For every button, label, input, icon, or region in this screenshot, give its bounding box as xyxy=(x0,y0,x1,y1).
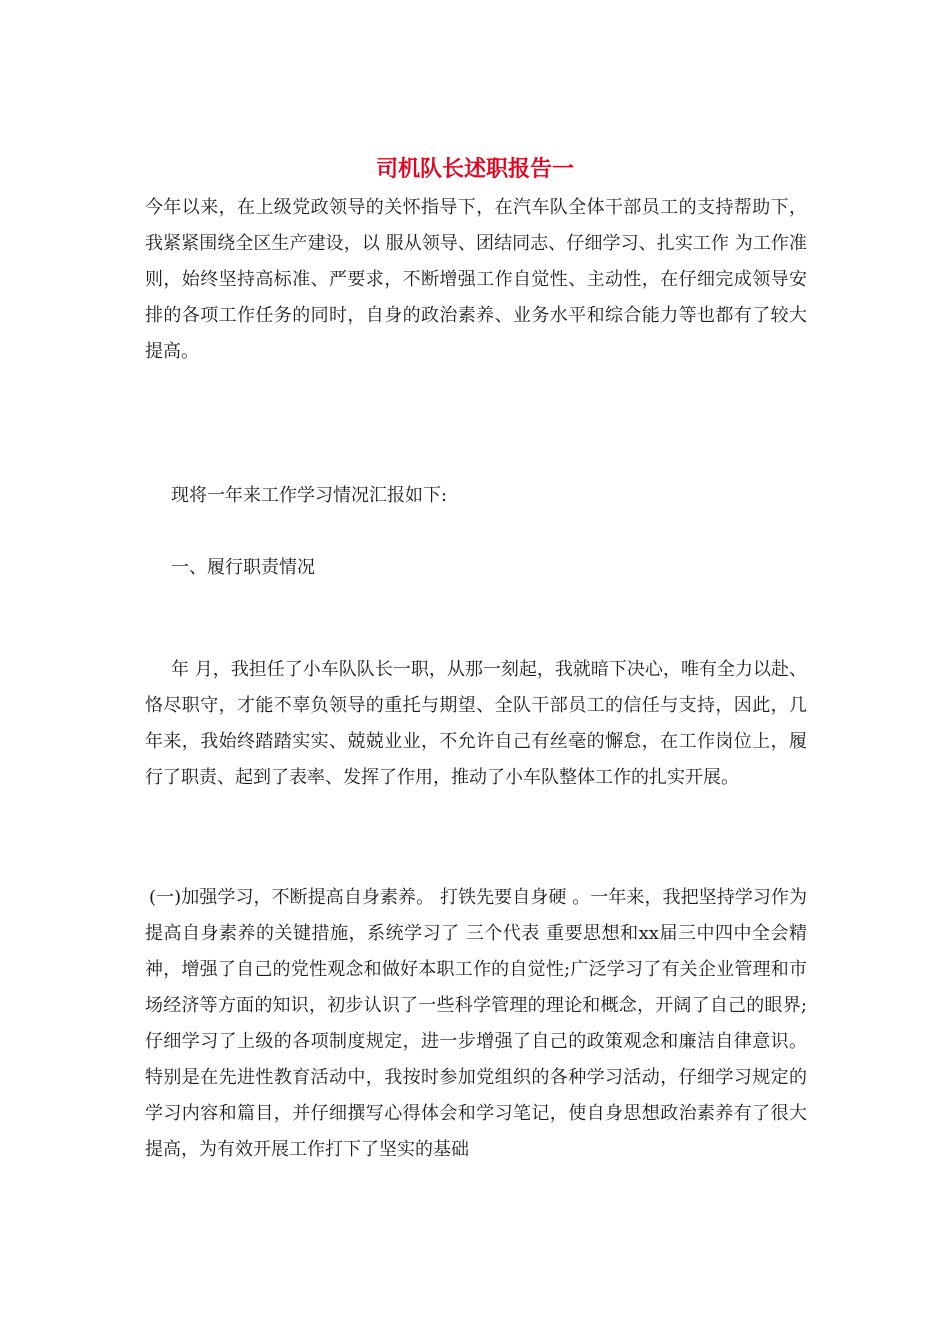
paragraph-intro: 今年以来，在上级党政领导的关怀指导下，在汽车队全体干部员工的支持帮助下，我紧紧围绕全区生产建设，以 服从领导、团结同志、仔细学习、扎实工作 为工作准则，始终坚持高标准、严要求，不断增强工作自觉性、主动性，在仔细完成领导安排的各项工作任务的同时，自身的政治素养、业务水平和综合能力等也都有了较大提高。 xyxy=(145,197,807,362)
paragraph-duties: 年 月，我担任了小车队队长一职，从那一刻起，我就暗下决心，唯有全力以赴、恪尽职守，才能不辜负领导的重托与期望、全队干部员工的信任与支持，因此，几年来，我始终踏踏实实、兢兢业业，不允许自己有丝毫的懈怠，在工作岗位上，履行了职责、起到了表率、发挥了作用，推动了小车队整体工作的扎实开展。 xyxy=(145,659,807,788)
paragraph-report-lead: 现将一年来工作学习情况汇报如下: xyxy=(171,485,448,506)
document-title: 司机队长述职报告一 xyxy=(375,156,574,182)
section-heading-duties: 一、履行职责情况 xyxy=(171,557,315,578)
paragraph-study: (一)加强学习，不断提高自身素养。 打铁先要自身硬 。一年来，我把坚持学习作为提高自身素养的关键措施，系统学习了 三个代表 重要思想和xx届三中四中全会精神，增强了自己的党性观念和做好本职工作的自觉性;广泛学习了有关企业管理和市场经济等方面的知识，初步认识了一些科学管理的理论和概念，开阔了自己的眼界;仔细学习了上级的各项制度规定，进一步增强了自己的政策观念和廉洁自律意识。特别是在先进性教育活动中，我按时参加党组织的各种学习活动，仔细学习规定的学习内容和篇目，并仔细撰写心得体会和学习笔记，使自身思想政治素养有了很大提高，为有效开展工作打下了坚实的基础 xyxy=(145,887,807,1160)
